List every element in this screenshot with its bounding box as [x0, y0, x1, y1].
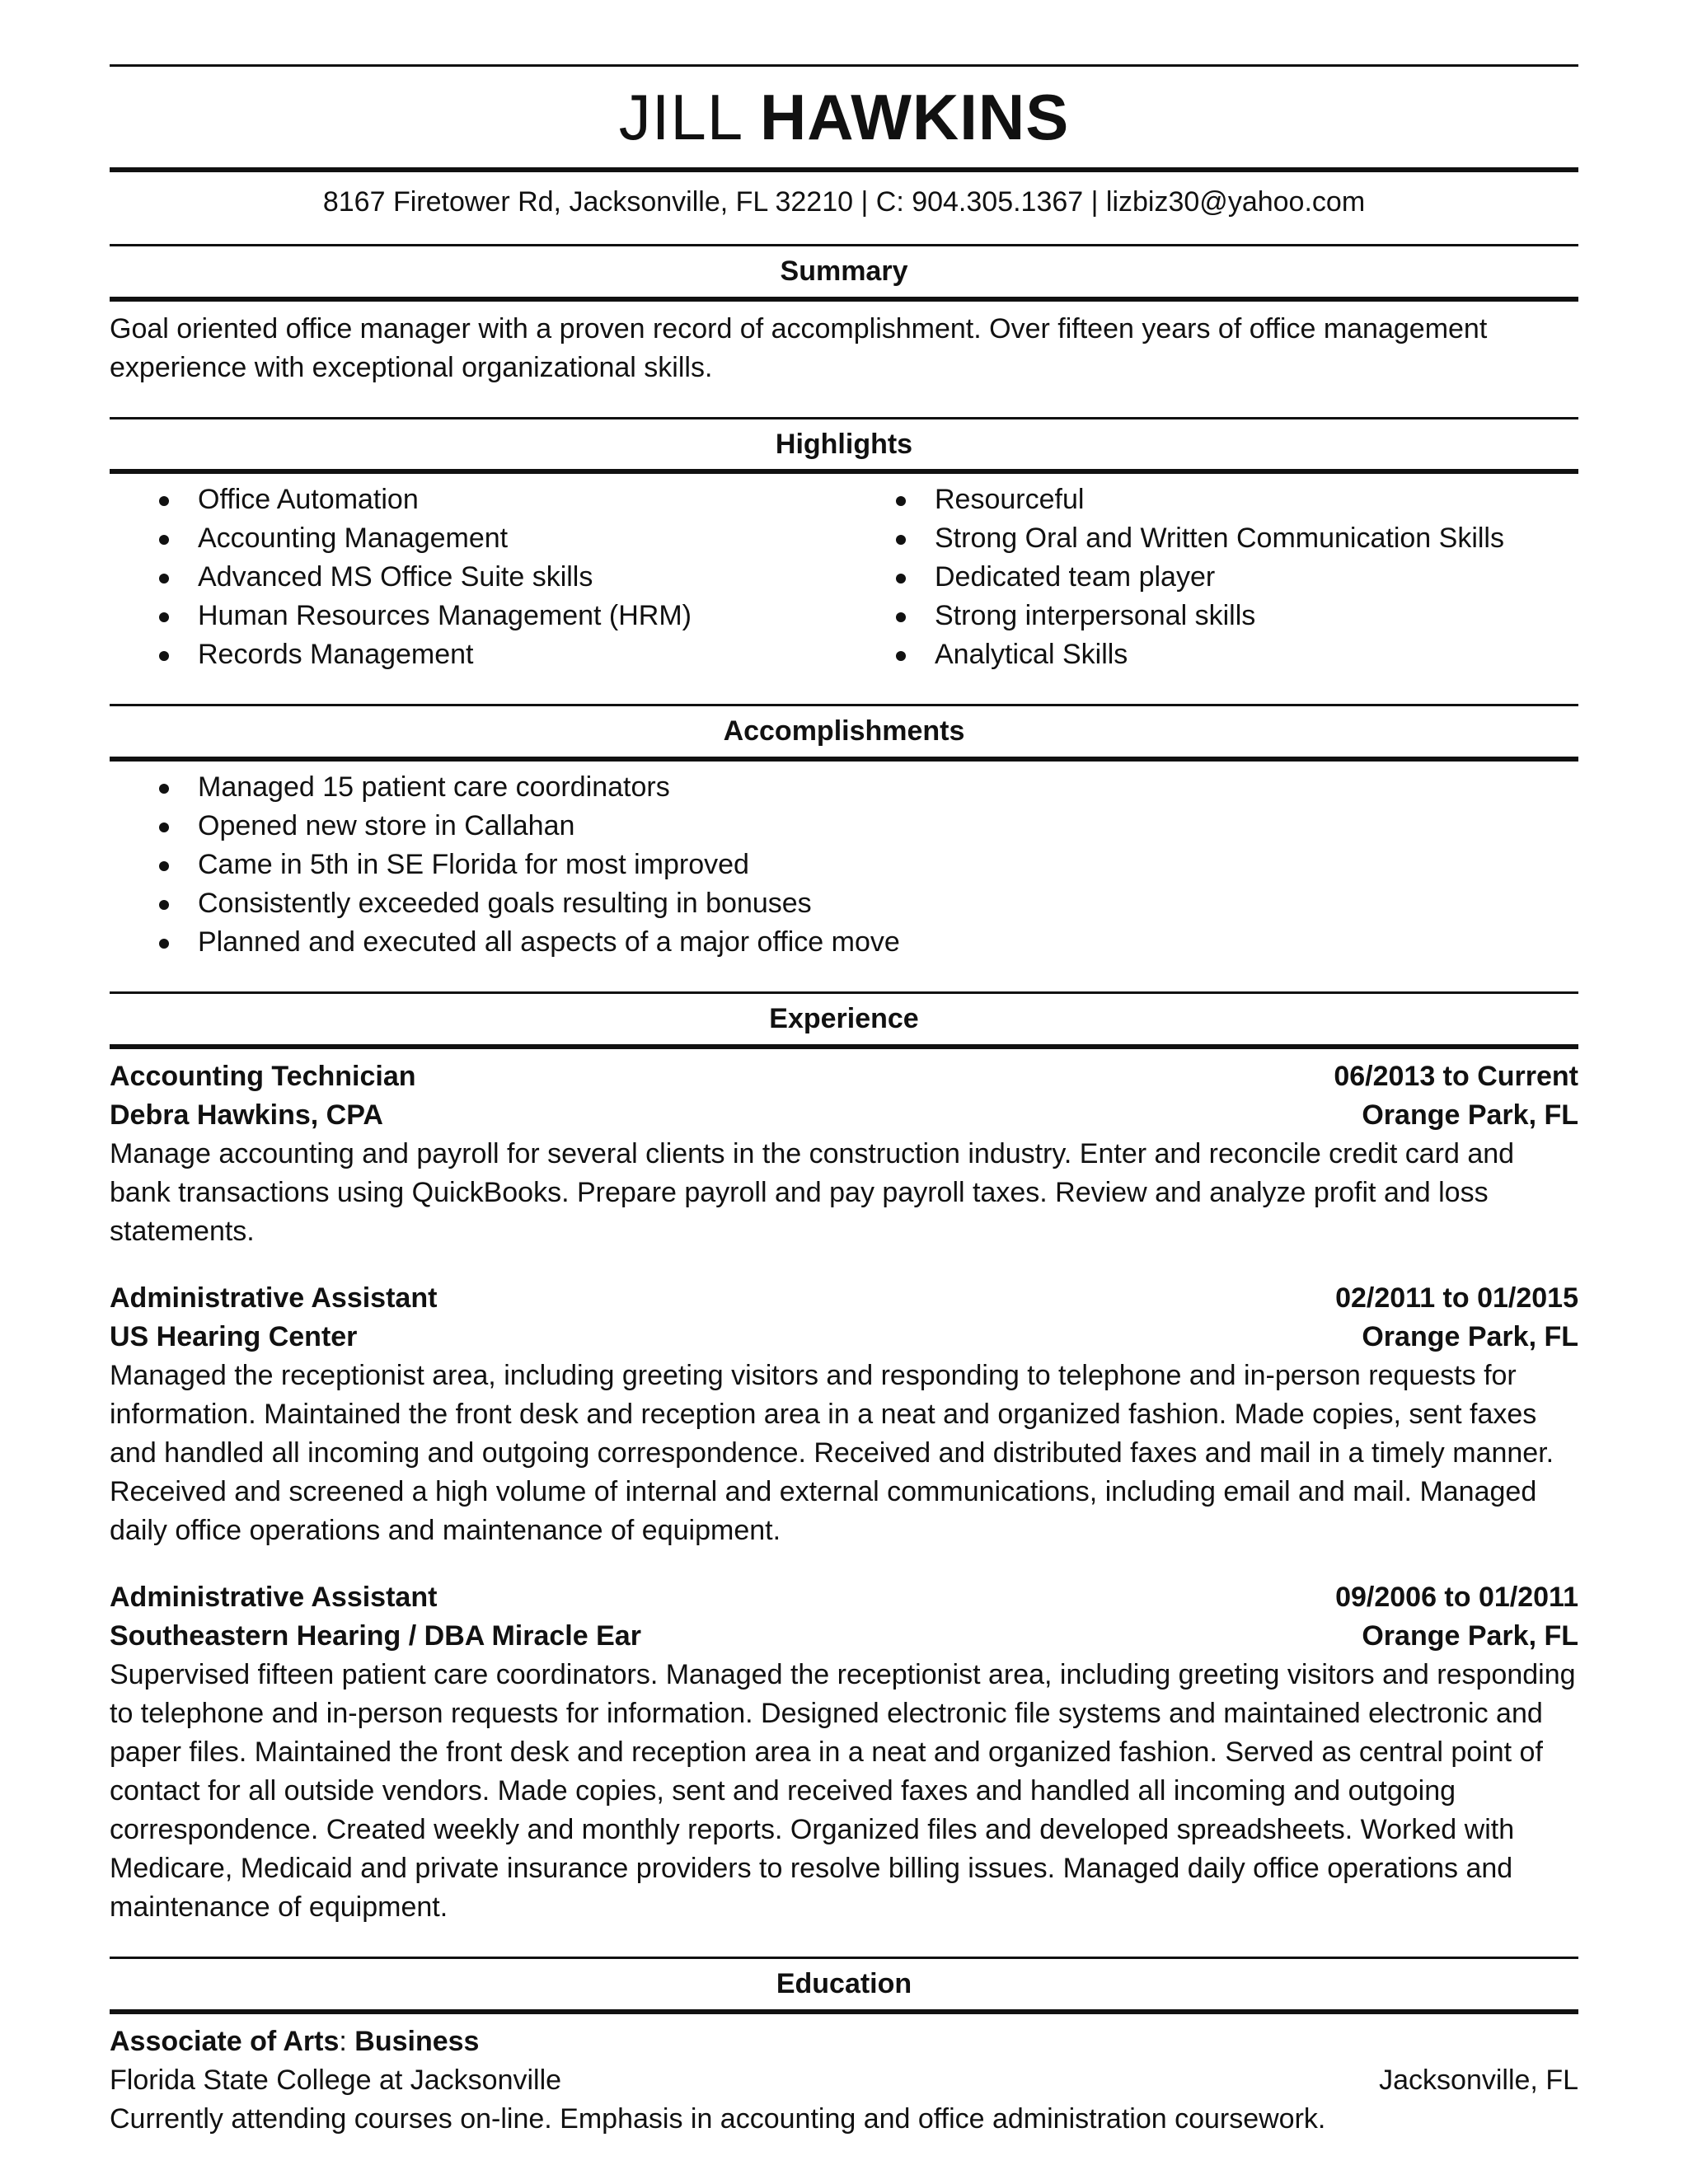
education-school-row — [110, 2061, 1578, 2100]
job-entry — [110, 1049, 1578, 1251]
job-company: Southeastern Hearing / DBA Miracle Ear — [110, 1619, 641, 1652]
job-location: Orange Park, FL — [1362, 1619, 1578, 1652]
job-title-row — [110, 1057, 1578, 1096]
accomplishments-section — [110, 704, 1578, 962]
candidate-name — [110, 67, 1578, 167]
list-item: Office Automation — [110, 480, 844, 519]
job-company: Debra Hawkins, CPA — [110, 1099, 383, 1131]
accomplishments-list — [110, 762, 1578, 962]
list-item: Planned and executed all aspects of a major office move — [110, 923, 1578, 962]
job-description: Supervised fifteen patient care coordinators. Managed the receptionist area, including greeting visitors and responding to telephone and in-person requests for information. Designed electronic file systems and maintained electronic and paper files. Maintained the front desk and reception area in a neat and organized fashion. Served as central point of contact for all outside vendors. Made copies, sent and received faxes and handled all incoming and outgoing correspondence. Created weekly and monthly reports. Organized files and developed spreadsheets. Worked with Medicare, Medicaid and private insurance providers to resolve billing issues. Managed daily office operations and maintenance of equipment. — [110, 1658, 1576, 1923]
job-title: Administrative Assistant — [110, 1581, 438, 1613]
section-title-highlights: Highlights — [775, 428, 913, 460]
education-field: Business — [354, 2025, 480, 2057]
last-name: HAWKINS — [759, 81, 1070, 153]
list-item: Strong interpersonal skills — [844, 597, 1578, 635]
job-location: Orange Park, FL — [1362, 1099, 1578, 1131]
job-location: Orange Park, FL — [1362, 1320, 1578, 1352]
education-school: Florida State College at Jacksonville — [110, 2064, 562, 2096]
job-dates: 06/2013 to Current — [1334, 1060, 1578, 1092]
education-separator: : — [339, 2025, 355, 2057]
job-company-row — [110, 1617, 1578, 1656]
job-dates: 02/2011 to 01/2015 — [1335, 1282, 1578, 1314]
experience-section — [110, 991, 1578, 1927]
job-dates: 09/2006 to 01/2011 — [1335, 1581, 1578, 1613]
summary-section — [110, 244, 1578, 387]
job-company-row — [110, 1318, 1578, 1357]
job-title: Administrative Assistant — [110, 1282, 438, 1314]
list-item: Strong Oral and Written Communication Skills — [844, 519, 1578, 558]
section-title-education: Education — [776, 1967, 912, 1999]
education-degree: Associate of Arts — [110, 2025, 340, 2057]
highlights-left-list — [110, 480, 844, 674]
job-company: US Hearing Center — [110, 1320, 358, 1352]
job-title-row — [110, 1578, 1578, 1617]
first-name: JILL — [618, 81, 742, 153]
list-item: Accounting Management — [110, 519, 844, 558]
list-item: Came in 5th in SE Florida for most improved — [110, 846, 1578, 884]
job-description: Managed the receptionist area, including greeting visitors and responding to telephone and in-person requests for information. Maintained the front desk and reception area in a neat and organized fashion. Made copies, sent faxes and handled all incoming and outgoing correspondence. Received and distributed faxes and mail in a timely manner. Received and screened a high volume of internal and external communications, including email and mail. Managed daily office operations and maintenance of equipment. — [110, 1359, 1554, 1546]
section-title-accomplishments: Accomplishments — [723, 715, 965, 748]
contact-line: 8167 Firetower Rd, Jacksonville, FL 32210 | C: 904.305.1367 | lizbiz30@yahoo.com — [322, 186, 1366, 218]
job-description: Manage accounting and payroll for several clients in the construction industry. Enter and reconcile credit card and bank transactions using QuickBooks. Prepare payroll and pay payroll taxes. Review and analyze profit and loss statements. — [110, 1137, 1515, 1247]
list-item: Advanced MS Office Suite skills — [110, 558, 844, 597]
list-item: Resourceful — [844, 480, 1578, 519]
list-item: Human Resources Management (HRM) — [110, 597, 844, 635]
list-item: Dedicated team player — [844, 558, 1578, 597]
education-location: Jacksonville, FL — [1379, 2064, 1578, 2096]
list-item: Records Management — [110, 635, 844, 674]
list-item: Managed 15 patient care coordinators — [110, 768, 1578, 807]
education-note: Currently attending courses on-line. Emphasis in accounting and office administration coursework. — [110, 2102, 1326, 2135]
summary-text: Goal oriented office manager with a proven record of accomplishment. Over fifteen years of office management experience with exceptional organizational skills. — [110, 312, 1488, 383]
section-title-experience: Experience — [769, 1003, 919, 1035]
highlights-section — [110, 417, 1578, 675]
job-title: Accounting Technician — [110, 1060, 416, 1092]
highlights-right-list — [844, 480, 1578, 674]
education-degree-line — [110, 2014, 1578, 2061]
job-company-row — [110, 1096, 1578, 1135]
list-item: Analytical Skills — [844, 635, 1578, 674]
list-item: Opened new store in Callahan — [110, 807, 1578, 846]
list-item: Consistently exceeded goals resulting in bonuses — [110, 884, 1578, 923]
section-title-summary: Summary — [780, 255, 908, 287]
resume-content — [110, 64, 1578, 2139]
highlights-columns — [110, 474, 1578, 674]
education-section — [110, 1957, 1578, 2139]
job-entry — [110, 1251, 1578, 1550]
job-entry — [110, 1550, 1578, 1927]
job-title-row — [110, 1279, 1578, 1318]
